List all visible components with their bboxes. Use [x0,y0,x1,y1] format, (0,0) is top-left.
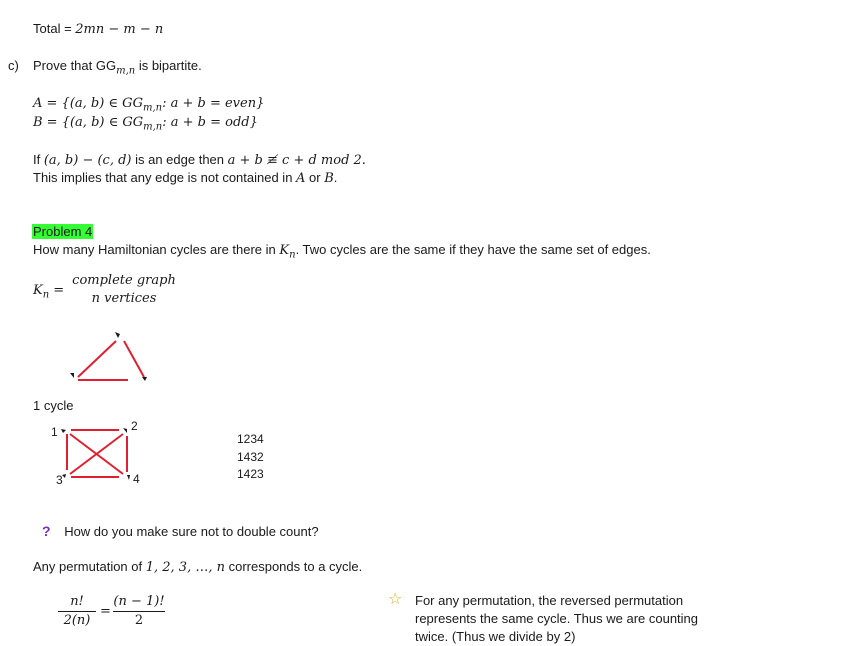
vertex-3-dot [62,474,66,478]
cycle-2: 1432 [237,450,264,464]
frac2-bar [113,611,165,612]
permutation-tail: corresponds to a cycle. [224,559,363,574]
question-tail: . Two cycles are the same if they have the same set of edges. [295,242,651,257]
double-count-question [42,523,319,540]
kn-label [33,283,64,304]
kn-numerator: complete graph [72,273,176,288]
part-c-marker: c) [8,58,19,73]
part-c-prompt [33,58,202,80]
vertex-label-3: 3 [56,473,63,487]
permutation-math: 1, 2, 3, …, n [145,560,225,575]
kn-sub: n [42,289,50,301]
problem4-question [33,242,651,264]
set-b-tail: : a + b = odd} [162,115,258,130]
kn-denominator: n vertices [91,291,157,306]
edge-pair: (a, b) − (c, d) [43,153,132,168]
set-a-definition [33,96,264,117]
prompt-tail: is bipartite. [135,58,202,73]
triangle-vertex-top [115,332,120,338]
permutation-text: Any permutation of [33,559,146,574]
question-k: K [279,243,290,258]
edge-congruence: a + b ≢ c + d mod 2. [227,153,366,168]
double-count-text: How do you make sure not to double count? [64,524,319,539]
implies-end: . [333,170,338,185]
set-a-head: A = {(a, b) ∈ GG [33,96,143,111]
star-icon: ☆ [388,591,403,608]
set-b-head: B = {(a, b) ∈ GG [33,115,144,130]
triangle-vertex-left [70,373,74,378]
set-a-sub: m,n [142,102,163,114]
vertex-2-dot [123,428,127,433]
question-text: How many Hamiltonian cycles are there in [33,242,280,257]
frac1-bar [58,611,96,612]
set-a-tail: : a + b = even} [162,96,265,111]
problem4-heading [32,224,93,240]
note-line-1: For any permutation, the reversed permutation [415,593,684,608]
frac2-numerator: (n − 1)! [113,594,165,609]
set-b-definition [33,115,258,136]
question-sub: n [289,249,296,261]
note-line-3: twice. (Thus we divide by 2) [415,629,576,644]
cycle-1: 1234 [237,432,264,446]
vertex-label-2: 2 [131,419,138,433]
total-line [33,21,163,38]
triangle-vertex-right [142,377,147,381]
edge-statement [33,152,366,169]
implies-a: A [296,171,306,186]
problem4-heading-text: Problem 4 [33,224,93,239]
vertex-label-1: 1 [51,425,58,439]
question-mark-icon: ? [42,523,51,539]
prompt-text: Prove that GG [33,58,117,73]
prompt-sub: m,n [116,65,136,77]
frac2-denominator: 2 [134,613,144,628]
vertex-4-dot [127,475,130,480]
triangle-edge-left [78,341,116,377]
square-graph [55,420,135,485]
fraction-n-minus-1-factorial [113,594,165,629]
total-label: Total = [33,21,76,36]
frac1-numerator: n! [70,594,84,609]
implies-statement [33,170,337,187]
triangle-graph [60,325,170,390]
one-cycle-label: 1 cycle [33,398,74,413]
fraction-n-factorial [58,594,96,629]
kn-eq: = [49,283,65,298]
frac1-denominator: 2(n) [63,613,91,628]
implies-text: This implies that any edge is not contained in [33,170,297,185]
implies-b: B [324,171,334,186]
set-b-sub: m,n [143,121,163,133]
vertex-label-4: 4 [133,472,140,486]
total-formula: 2mn − m − n [75,22,164,37]
note-line-2: represents the same cycle. Thus we are counting [415,611,699,626]
kn-k: K [33,283,43,298]
vertex-1-dot [61,429,66,433]
permutation-statement [33,559,362,576]
edge-then: is an edge then [131,152,228,167]
edge-if: If [33,152,44,167]
triangle-edge-right [124,341,144,377]
cycle-3: 1423 [237,467,264,481]
fraction-equals: = [100,604,111,619]
implies-or: or [305,170,325,185]
